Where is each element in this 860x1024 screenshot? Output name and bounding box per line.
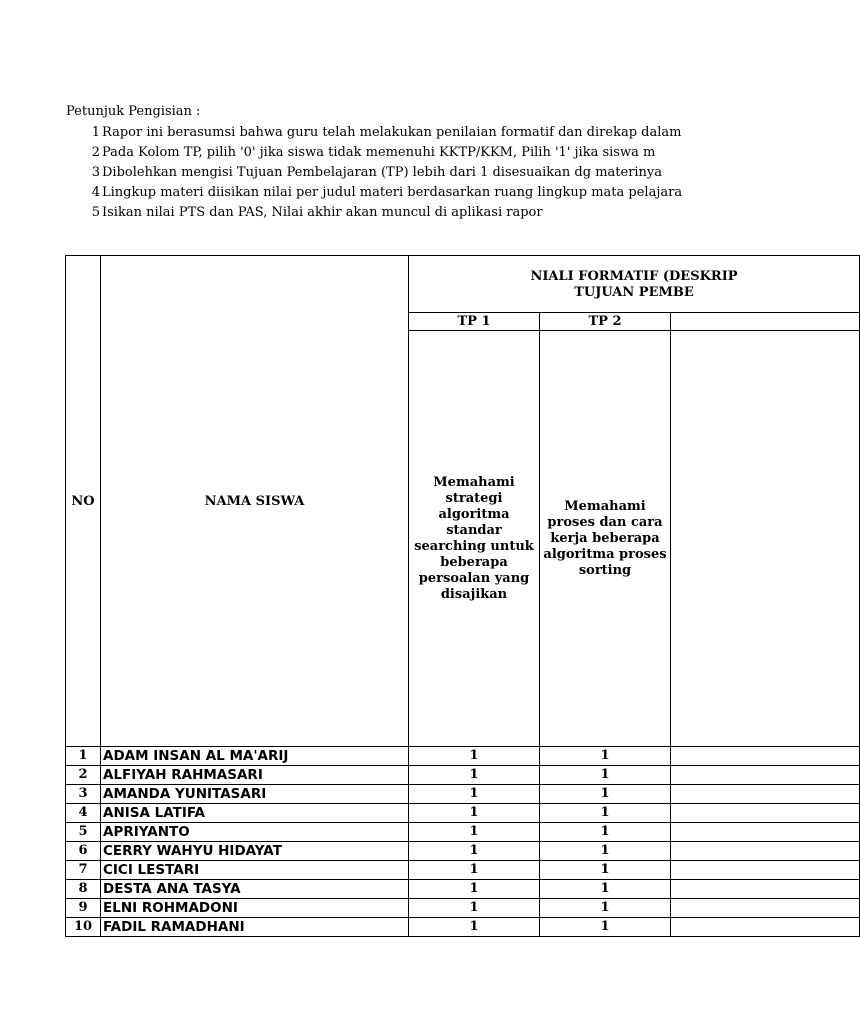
tp1-score-cell[interactable]: 1 bbox=[409, 899, 540, 918]
instruction-number: 3 bbox=[91, 165, 100, 180]
instruction-item bbox=[66, 143, 676, 163]
tp2-score-cell[interactable]: 1 bbox=[540, 804, 671, 823]
tp3-score-cell bbox=[671, 747, 860, 766]
table-row bbox=[66, 785, 860, 804]
row-number[interactable]: 5 bbox=[66, 823, 101, 842]
student-name-cell[interactable]: APRIYANTO bbox=[101, 823, 409, 842]
tp1-score-cell[interactable]: 1 bbox=[409, 918, 540, 937]
grade-sheet bbox=[65, 255, 738, 943]
instruction-item bbox=[66, 183, 683, 203]
tp1-score-cell[interactable]: 1 bbox=[409, 823, 540, 842]
header-formative-score bbox=[409, 256, 860, 313]
tp1-description: Memahami strategi algoritma standar searching untuk beberapa persoalan yang disajikan bbox=[409, 331, 540, 747]
tp2-score-cell[interactable]: 1 bbox=[540, 842, 671, 861]
tp1-score-cell[interactable]: 1 bbox=[409, 766, 540, 785]
header-tp2: TP 2 bbox=[540, 313, 671, 331]
tp1-score-cell[interactable]: 1 bbox=[409, 747, 540, 766]
instruction-number: 2 bbox=[91, 145, 100, 160]
header-student-name: NAMA SISWA bbox=[101, 256, 409, 747]
instruction-item bbox=[66, 123, 682, 143]
instruction-item bbox=[66, 163, 676, 183]
tp2-score-cell[interactable]: 1 bbox=[540, 918, 671, 937]
row-number[interactable]: 6 bbox=[66, 842, 101, 861]
table-row bbox=[66, 861, 860, 880]
tp1-score-cell[interactable]: 1 bbox=[409, 785, 540, 804]
instruction-item bbox=[66, 203, 676, 223]
table-row bbox=[66, 880, 860, 899]
tp2-score-cell[interactable]: 1 bbox=[540, 785, 671, 804]
tp2-description: Memahami proses dan cara kerja beberapa algoritma proses sorting bbox=[540, 331, 671, 747]
grade-table bbox=[65, 255, 860, 937]
student-name-cell[interactable]: ELNI ROHMADONI bbox=[101, 899, 409, 918]
table-row bbox=[66, 918, 860, 937]
instruction-number: 5 bbox=[91, 205, 100, 220]
table-row bbox=[66, 899, 860, 918]
instruction-text: Dibolehkan mengisi Tujuan Pembelajaran (TP) lebih dari 1 disesuaikan dg materinya bbox=[102, 165, 663, 180]
student-name-cell[interactable]: ANISA LATIFA bbox=[101, 804, 409, 823]
tp3-score-cell bbox=[671, 766, 860, 785]
instructions bbox=[66, 103, 683, 223]
row-number[interactable]: 10 bbox=[66, 918, 101, 937]
student-name-cell[interactable]: ALFIYAH RAHMASARI bbox=[101, 766, 409, 785]
row-number[interactable]: 9 bbox=[66, 899, 101, 918]
instruction-text: Isikan nilai PTS dan PAS, Nilai akhir akan muncul di aplikasi rapor bbox=[102, 205, 543, 220]
instruction-number: 1 bbox=[91, 125, 100, 140]
tp2-score-cell[interactable]: 1 bbox=[540, 880, 671, 899]
student-name-cell[interactable]: ADAM INSAN AL MA'ARIJ bbox=[101, 747, 409, 766]
formative-title-line2: TUJUAN PEMBE bbox=[574, 285, 694, 300]
tp2-score-cell[interactable]: 1 bbox=[540, 861, 671, 880]
student-name-cell[interactable]: AMANDA YUNITASARI bbox=[101, 785, 409, 804]
row-number[interactable]: 2 bbox=[66, 766, 101, 785]
header-tp1: TP 1 bbox=[409, 313, 540, 331]
tp3-score-cell bbox=[671, 899, 860, 918]
tp2-score-cell[interactable]: 1 bbox=[540, 747, 671, 766]
table-row bbox=[66, 823, 860, 842]
instruction-text: Lingkup materi diisikan nilai per judul materi berdasarkan ruang lingkup mata pelajara bbox=[102, 185, 683, 200]
header-tp3 bbox=[671, 313, 860, 331]
instruction-number: 4 bbox=[91, 185, 100, 200]
row-number[interactable]: 4 bbox=[66, 804, 101, 823]
instruction-text: Pada Kolom TP, pilih '0' jika siswa tidak memenuhi KKTP/KKM, Pilih '1' jika siswa m bbox=[102, 145, 656, 160]
tp3-score-cell bbox=[671, 861, 860, 880]
instruction-text: Rapor ini berasumsi bahwa guru telah melakukan penilaian formatif dan direkap dalam bbox=[102, 125, 682, 140]
student-name-cell[interactable]: DESTA ANA TASYA bbox=[101, 880, 409, 899]
tp2-score-cell[interactable]: 1 bbox=[540, 823, 671, 842]
formative-title-line1: NIALI FORMATIF (DESKRIP bbox=[530, 269, 738, 284]
tp3-score-cell bbox=[671, 785, 860, 804]
row-number[interactable]: 3 bbox=[66, 785, 101, 804]
table-row bbox=[66, 842, 860, 861]
tp3-score-cell bbox=[671, 842, 860, 861]
tp3-score-cell bbox=[671, 880, 860, 899]
instructions-title: Petunjuk Pengisian : bbox=[66, 104, 201, 119]
tp1-score-cell[interactable]: 1 bbox=[409, 804, 540, 823]
header-no: NO bbox=[66, 256, 101, 747]
tp1-score-cell[interactable]: 1 bbox=[409, 861, 540, 880]
row-number[interactable]: 7 bbox=[66, 861, 101, 880]
tp3-description bbox=[671, 331, 860, 747]
tp3-score-cell bbox=[671, 823, 860, 842]
tp3-score-cell bbox=[671, 804, 860, 823]
student-name-cell[interactable]: FADIL RAMADHANI bbox=[101, 918, 409, 937]
tp3-score-cell bbox=[671, 918, 860, 937]
table-row bbox=[66, 747, 860, 766]
student-name-cell[interactable]: CERRY WAHYU HIDAYAT bbox=[101, 842, 409, 861]
tp1-score-cell[interactable]: 1 bbox=[409, 880, 540, 899]
tp2-score-cell[interactable]: 1 bbox=[540, 766, 671, 785]
student-name-cell[interactable]: CICI LESTARI bbox=[101, 861, 409, 880]
table-row bbox=[66, 804, 860, 823]
row-number[interactable]: 1 bbox=[66, 747, 101, 766]
table-row bbox=[66, 766, 860, 785]
tp1-score-cell[interactable]: 1 bbox=[409, 842, 540, 861]
row-number[interactable]: 8 bbox=[66, 880, 101, 899]
tp2-score-cell[interactable]: 1 bbox=[540, 899, 671, 918]
